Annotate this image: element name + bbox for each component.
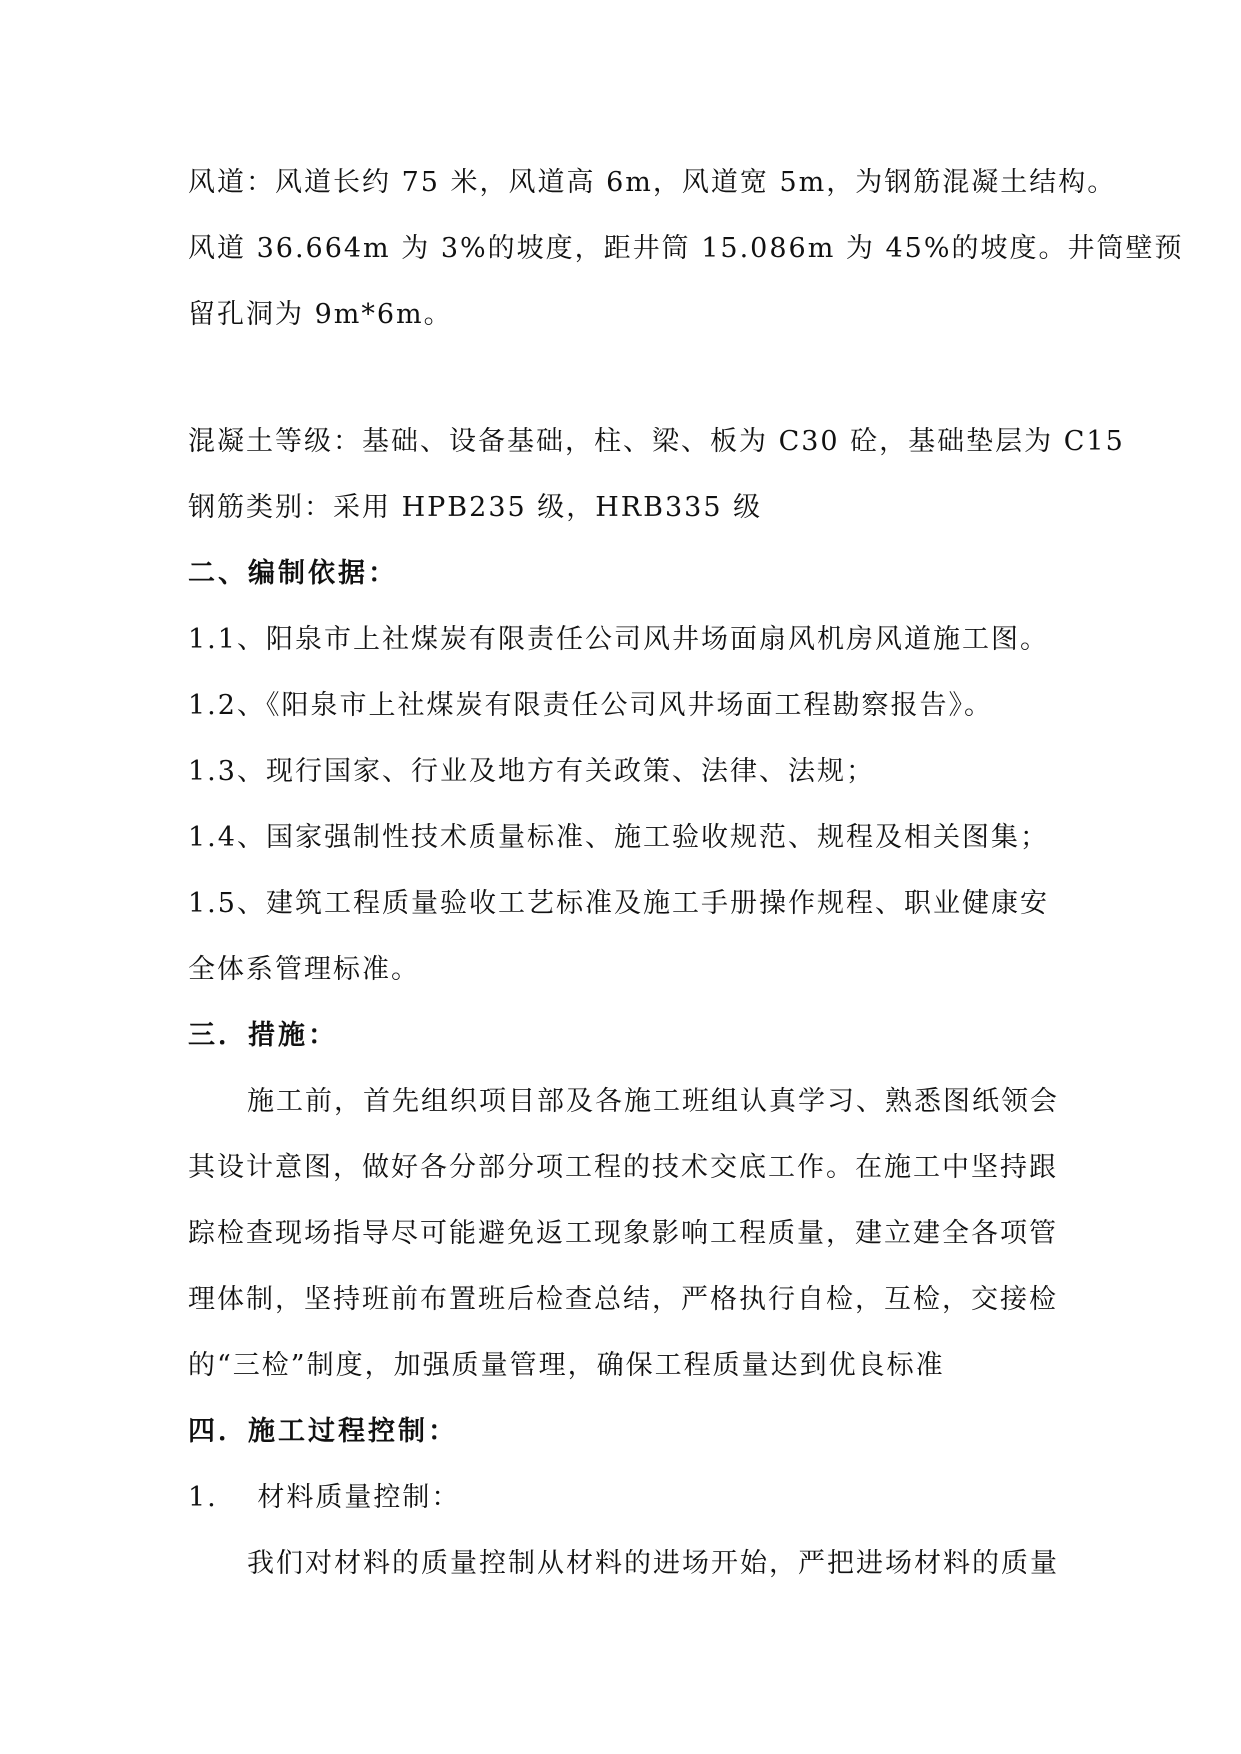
section-2-heading: 二、编制依据： (188, 558, 398, 589)
airduct-text-line-3: 留孔洞为 9m*6m。 (188, 299, 453, 330)
concrete-grade-text: 混凝土等级：基础、设备基础，柱、梁、板为 C30 砼，基础垫层为 C15 (188, 426, 1125, 457)
measures-paragraph-line-2: 其设计意图，做好各分部分项工程的技术交底工作。在施工中坚持跟 (188, 1152, 1058, 1183)
steel-type-text: 钢筋类别：采用 HPB235 级，HRB335 级 (188, 492, 763, 523)
basis-item-1-5-line-2: 全体系管理标准。 (188, 954, 420, 985)
basis-item-1-4: 1.4、国家强制性技术质量标准、施工验收规范、规程及相关图集； (188, 822, 1049, 853)
measures-paragraph-line-4: 理体制，坚持班前布置班后检查总结，严格执行自检，互检，交接检 (188, 1284, 1058, 1315)
material-quality-paragraph-line-1: 我们对材料的质量控制从材料的进场开始，严把进场材料的质量 (247, 1548, 1059, 1579)
airduct-text-line-2: 风道 36.664m 为 3%的坡度，距井筒 15.086m 为 45%的坡度。井筒壁预 (188, 233, 1184, 264)
section-3-heading: 三．措施： (188, 1020, 338, 1051)
measures-paragraph-line-1: 施工前，首先组织项目部及各施工班组认真学习、熟悉图纸领会 (247, 1086, 1059, 1117)
basis-item-1-1: 1.1、阳泉市上社煤炭有限责任公司风井场面扇风机房风道施工图。 (188, 624, 1049, 655)
section-4-heading: 四．施工过程控制： (188, 1416, 458, 1447)
measures-paragraph-line-5: 的“三检”制度，加强质量管理，确保工程质量达到优良标准 (188, 1350, 945, 1381)
basis-item-1-3: 1.3、现行国家、行业及地方有关政策、法律、法规； (188, 756, 875, 787)
basis-item-1-5-line-1: 1.5、建筑工程质量验收工艺标准及施工手册操作规程、职业健康安 (188, 888, 1049, 919)
measures-paragraph-line-3: 踪检查现场指导尽可能避免返工现象影响工程质量，建立建全各项管 (188, 1218, 1058, 1249)
basis-item-1-2: 1.2、《阳泉市上社煤炭有限责任公司风井场面工程勘察报告》。 (188, 690, 993, 721)
airduct-text-line-1: 风道：风道长约 75 米，风道高 6m，风道宽 5m，为钢筋混凝土结构。 (188, 167, 1117, 198)
material-quality-subheading: 1. 材料质量控制： (188, 1482, 461, 1513)
